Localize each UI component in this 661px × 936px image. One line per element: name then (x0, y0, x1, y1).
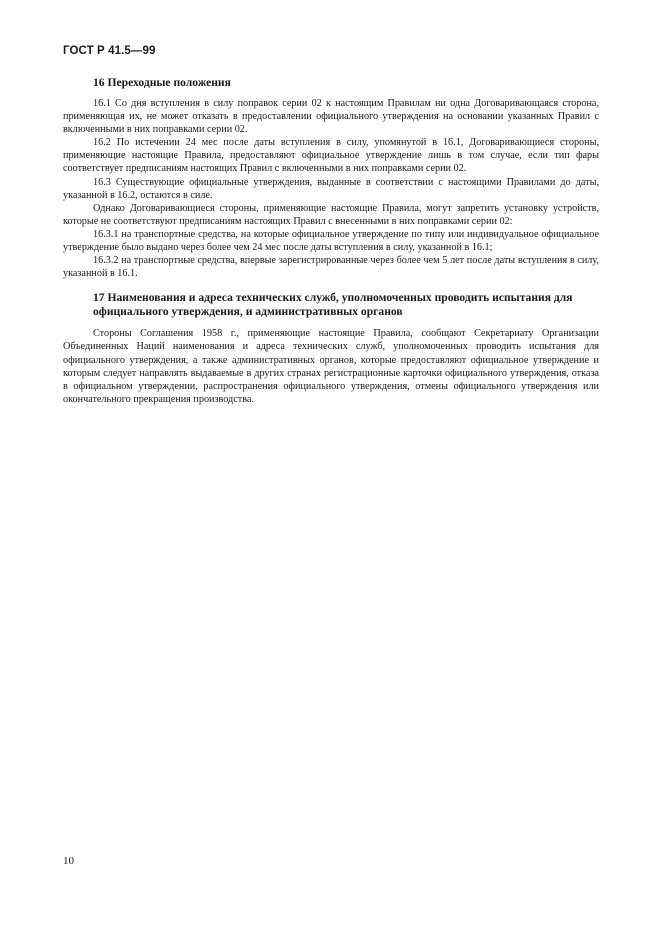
paragraph-16-3: 16.3 Существующие официальные утверждения, выданные в соответствии с настоящими Правилами до даты, указанной в 16.2, остаются в силе. (63, 176, 599, 201)
document-code-header: ГОСТ Р 41.5—99 (63, 45, 156, 57)
section-17-heading: 17 Наименования и адреса технических служб, уполномоченных проводить испытания для официального утверждения, и административных органов (93, 291, 573, 319)
paragraph-17: Стороны Соглашения 1958 г., применяющие настоящие Правила, сообщают Секретариату Организации Объединенных Наций наименования и адреса технических служб, уполномоченных проводить испытания для официального утверждения, а также административных органов, которые предоставляют официальное утверждение и которым следует направлять выдаваемые в других странах регистрационные карточки официального утверждения, отказа в официальном утверждении, распространения официального утверждения, отмены официального утверждения или окончательного прекращения производства. (63, 328, 599, 405)
paragraph-16-2: 16.2 По истечении 24 мес после даты вступления в силу, упомянутой в 16.1, Договаривающиеся стороны, применяющие настоящие Правила, предоставляют официальное утверждение лишь в том случае, если тип фары соответствует предписаниям настоящих Правил с включенными в них поправками серии 02. (63, 137, 599, 175)
section-16-heading: 16 Переходные положения (93, 76, 231, 89)
paragraph-16-3-1: 16.3.1 на транспортные средства, на которые официальное утверждение по типу или индивидуальное официальное утверждение было выдано через более чем 24 мес после даты вступления в силу, указанной в 16.1; (63, 228, 599, 254)
paragraph-16-1: 16.1 Со дня вступления в силу поправок серии 02 к настоящим Правилам ни одна Договаривающаяся сторона, применяющая их, не может отказать в предоставлении официального утверждения на основании указанных Правил с включенными в них поправками серии 02. (63, 98, 599, 136)
page-number: 10 (63, 855, 74, 867)
document-body (63, 76, 599, 406)
paragraph-16-3-2: 16.3.2 на транспортные средства, впервые зарегистрированные через более чем 5 лет после даты вступления в силу, указанной в 16.1. (63, 255, 599, 280)
paragraph-16-3-however: Однако Договаривающиеся стороны, применяющие настоящие Правила, могут запретить установку устройств, которые не соответствуют предписаниям настоящих Правил с внесенными в них поправками серии 02: (63, 202, 599, 227)
